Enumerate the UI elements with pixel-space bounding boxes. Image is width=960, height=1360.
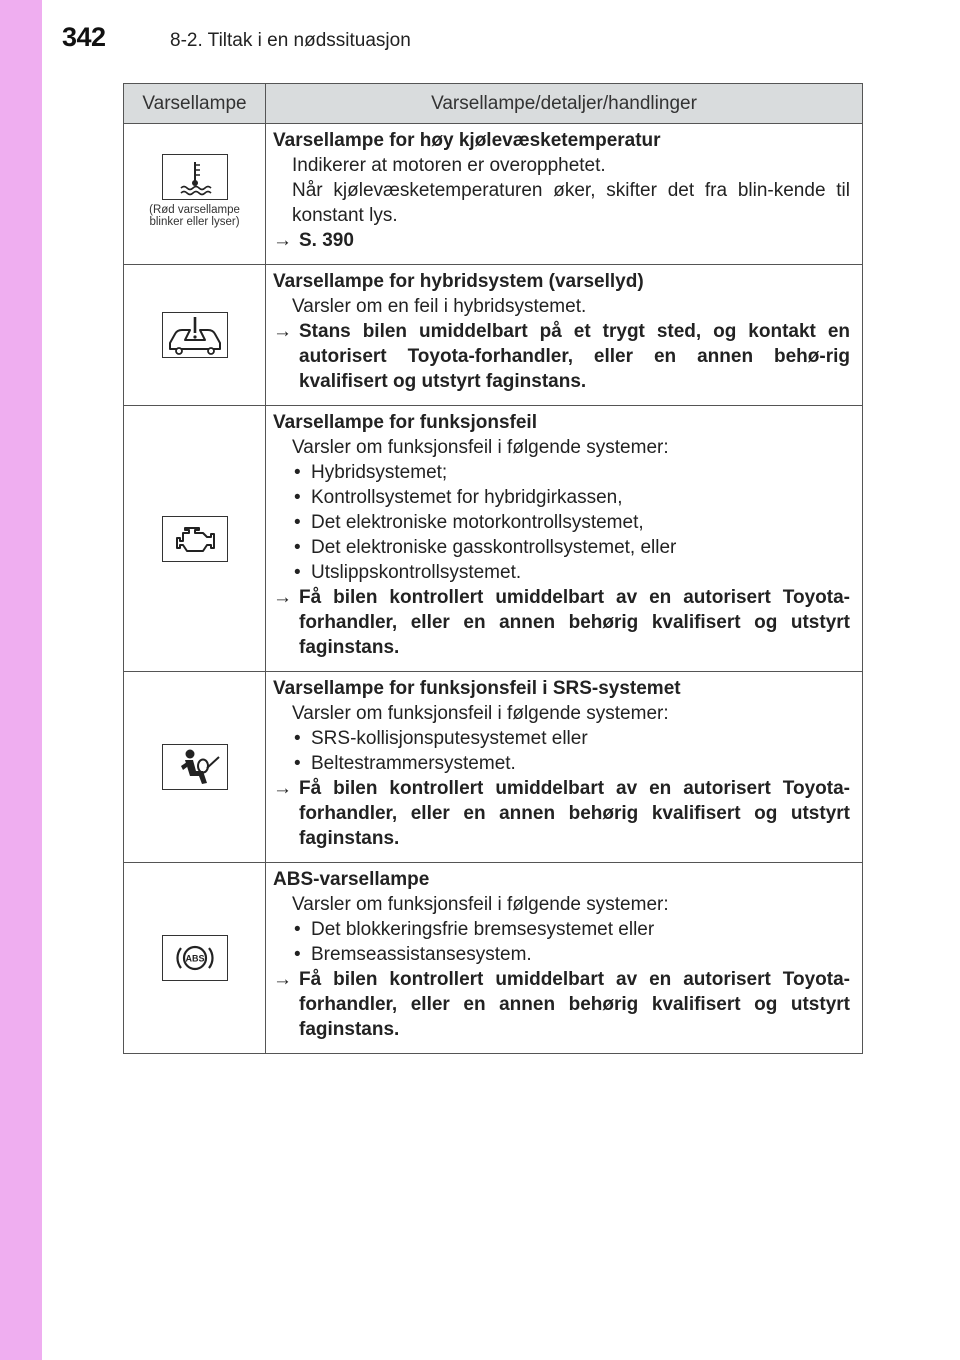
list-item: • Hybridsystemet;: [294, 462, 448, 483]
entry-title: ABS-varsellampe: [273, 869, 430, 890]
list-item: • Det elektroniske motorkontrollsystemet,: [294, 512, 644, 533]
details-cell: [266, 672, 863, 863]
entry-title: Varsellampe for hybridsystem (varsellyd): [273, 271, 644, 292]
entry-title: Varsellampe for funksjonsfeil: [273, 412, 537, 433]
entry-title: Varsellampe for funksjonsfeil i SRS-systemet: [273, 678, 681, 699]
icon-cell: [124, 672, 266, 863]
abs-icon-label: ABS: [184, 953, 205, 964]
list-item: • SRS-kollisjonsputesystemet eller: [294, 728, 588, 749]
entry-description: Når kjølevæsketemperaturen øker, skifter det fra blin-kende til konstant lys.: [292, 180, 850, 226]
page-number: 342: [62, 22, 106, 52]
warning-lights-table: [123, 83, 863, 1054]
details-cell: [266, 265, 863, 406]
list-item: • Bremseassistansesystem.: [294, 944, 532, 965]
abs-icon: [162, 935, 228, 981]
table-row: [124, 672, 863, 863]
srs-airbag-icon: [162, 744, 228, 790]
arrow-icon: →: [273, 969, 292, 990]
icon-cell: [124, 265, 266, 406]
arrow-icon: →: [273, 778, 292, 799]
page-reference-link[interactable]: S. 390: [299, 230, 354, 251]
list-item: • Det blokkeringsfrie bremsesystemet eller: [294, 919, 655, 940]
header-warning-light: Varsellampe: [124, 84, 266, 124]
icon-cell: [124, 406, 266, 672]
icon-cell: [124, 863, 266, 1054]
list-item: • Det elektroniske gasskontrollsystemet, eller: [294, 537, 677, 558]
table-header-row: [124, 84, 863, 124]
list-item: • Kontrollsystemet for hybridgirkassen,: [294, 487, 623, 508]
details-cell: [266, 406, 863, 672]
icon-note: (Rød varsellampe blinker eller lyser): [149, 204, 240, 228]
arrow-icon: →: [273, 230, 292, 251]
table-row: [124, 406, 863, 672]
entry-action: [273, 319, 850, 394]
entry-description: Indikerer at motoren er overopphetet.: [292, 155, 606, 176]
section-title: 8-2. Tiltak i en nødssituasjon: [170, 30, 411, 51]
icon-cell: [124, 124, 266, 265]
action-text: Få bilen kontrollert umiddelbart av en autorisert Toyota-forhandler, eller en annen behørig kvalifisert og utstyrt faginstans.: [299, 778, 850, 849]
entry-action: [273, 585, 850, 660]
entry-description: Varsler om en feil i hybridsystemet.: [292, 296, 587, 317]
arrow-icon: →: [273, 587, 292, 608]
list-item: • Beltestrammersystemet.: [294, 753, 516, 774]
entry-description: Varsler om funksjonsfeil i følgende systemer:: [292, 437, 669, 458]
check-engine-icon: [162, 516, 228, 562]
action-text: Få bilen kontrollert umiddelbart av en autorisert Toyota-forhandler, eller en annen behørig kvalifisert og utstyrt faginstans.: [299, 587, 850, 658]
details-cell: [266, 863, 863, 1054]
details-cell: [266, 124, 863, 265]
side-color-strip: [0, 0, 42, 1360]
entry-action: [273, 967, 850, 1042]
hybrid-system-warning-icon: [162, 312, 228, 358]
coolant-temperature-icon: [162, 154, 228, 200]
list-item: • Utslippskontrollsystemet.: [294, 562, 522, 583]
entry-description: Varsler om funksjonsfeil i følgende systemer:: [292, 894, 669, 915]
action-text: Stans bilen umiddelbart på et trygt sted, og kontakt en autorisert Toyota-forhandler, eller en annen behø-rig kvalifisert og utstyrt faginstans.: [299, 321, 850, 392]
entry-title: Varsellampe for høy kjølevæsketemperatur: [273, 130, 661, 151]
table-row: [124, 265, 863, 406]
table-row: [124, 863, 863, 1054]
action-text: Få bilen kontrollert umiddelbart av en autorisert Toyota-forhandler, eller en annen behørig kvalifisert og utstyrt faginstans.: [299, 969, 850, 1040]
entry-description: Varsler om funksjonsfeil i følgende systemer:: [292, 703, 669, 724]
header-details-actions: Varsellampe/detaljer/handlinger: [266, 84, 863, 124]
entry-action: [273, 228, 850, 253]
table-row: [124, 124, 863, 265]
entry-action: [273, 776, 850, 851]
arrow-icon: →: [273, 321, 292, 342]
